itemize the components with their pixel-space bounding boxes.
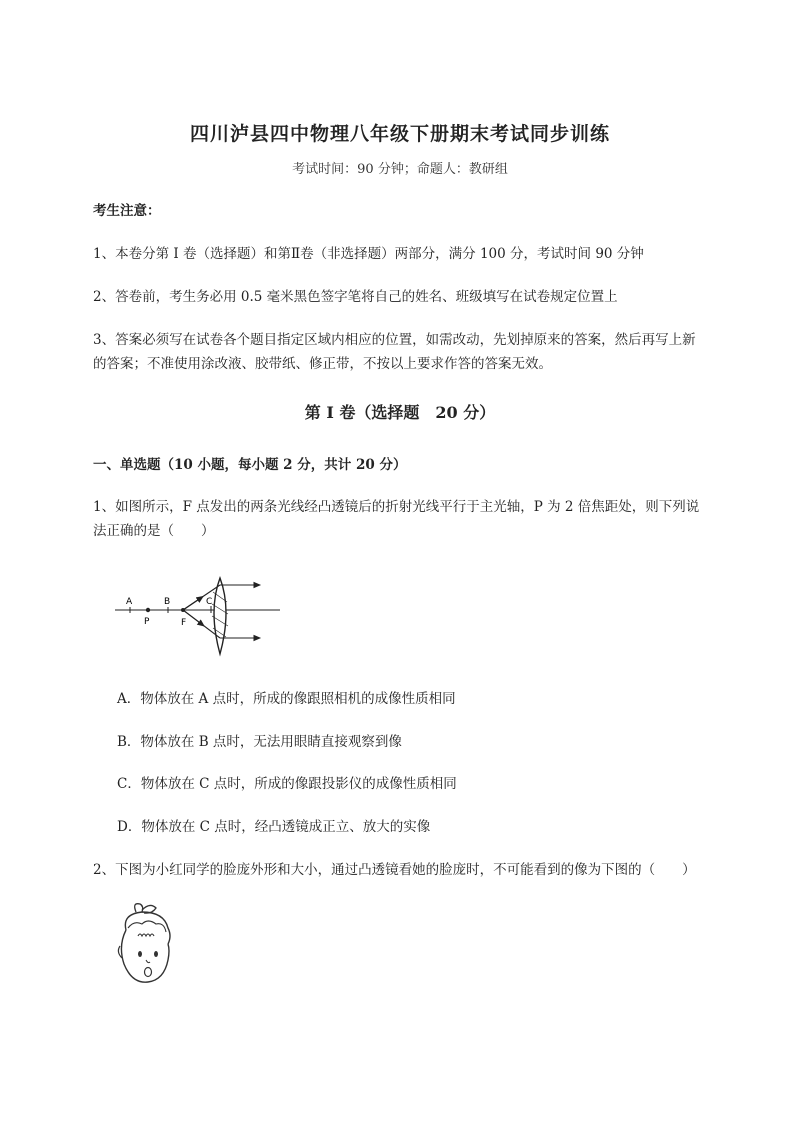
question-1-line-2: 法正确的是（ ）	[93, 523, 215, 539]
question-2-line-1: 2、下图为小红同学的脸庞外形和大小，通过凸透镜看她的脸庞时，不可能看到的像为下图的（ ）	[93, 862, 696, 878]
question-1-option-a[interactable]: A．物体放在 A 点时，所成的像跟照相机的成像性质相同	[117, 691, 456, 707]
notes-heading: 考生注意：	[93, 203, 161, 219]
label-f: F	[181, 618, 187, 628]
part-heading: 一、单选题（10 小题，每小题 2 分，共计 20 分）	[93, 457, 407, 473]
point-p	[146, 608, 150, 612]
girl-face-illustration	[112, 900, 180, 992]
note-item-3: 3、答案必须写在试卷各个题目指定区域内相应的位置，如需改动，先划掉原来的答案，然后再写上新	[93, 332, 696, 348]
lens-diagram	[110, 572, 285, 662]
page-title: 四川泸县四中物理八年级下册期末考试同步训练	[189, 123, 610, 145]
label-b: B	[164, 597, 171, 607]
question-1-option-d[interactable]: D．物体放在 C 点时，经凸透镜成正立、放大的实像	[117, 819, 431, 835]
note-item-1: 1、本卷分第 I 卷（选择题）和第Ⅱ卷（非选择题）两部分，满分 100 分，考试时间 90 分钟	[93, 246, 644, 262]
label-p: P	[144, 617, 150, 627]
note-item-2: 2、答卷前，考生务必用 0.5 毫米黑色签字笔将自己的姓名、班级填写在试卷规定位置上	[93, 289, 618, 305]
section-title: 第 I 卷（选择题 20 分）	[304, 403, 496, 422]
question-1-option-b[interactable]: B．物体放在 B 点时，无法用眼睛直接观察到像	[117, 734, 402, 750]
question-1-line-1: 1、如图所示，F 点发出的两条光线经凸透镜后的折射光线平行于主光轴，P 为 2 倍焦距处，则下列说	[93, 499, 700, 515]
note-item-3-cont: 的答案；不准使用涂改液、胶带纸、修正带，不按以上要求作答的答案无效。	[93, 356, 552, 372]
label-c: C	[206, 597, 213, 607]
label-a: A	[126, 597, 133, 607]
question-1-option-c[interactable]: C．物体放在 C 点时，所成的像跟投影仪的成像性质相同	[117, 776, 457, 792]
page-subtitle: 考试时间：90 分钟；命题人：教研组	[292, 162, 508, 177]
convex-lens	[214, 578, 226, 654]
